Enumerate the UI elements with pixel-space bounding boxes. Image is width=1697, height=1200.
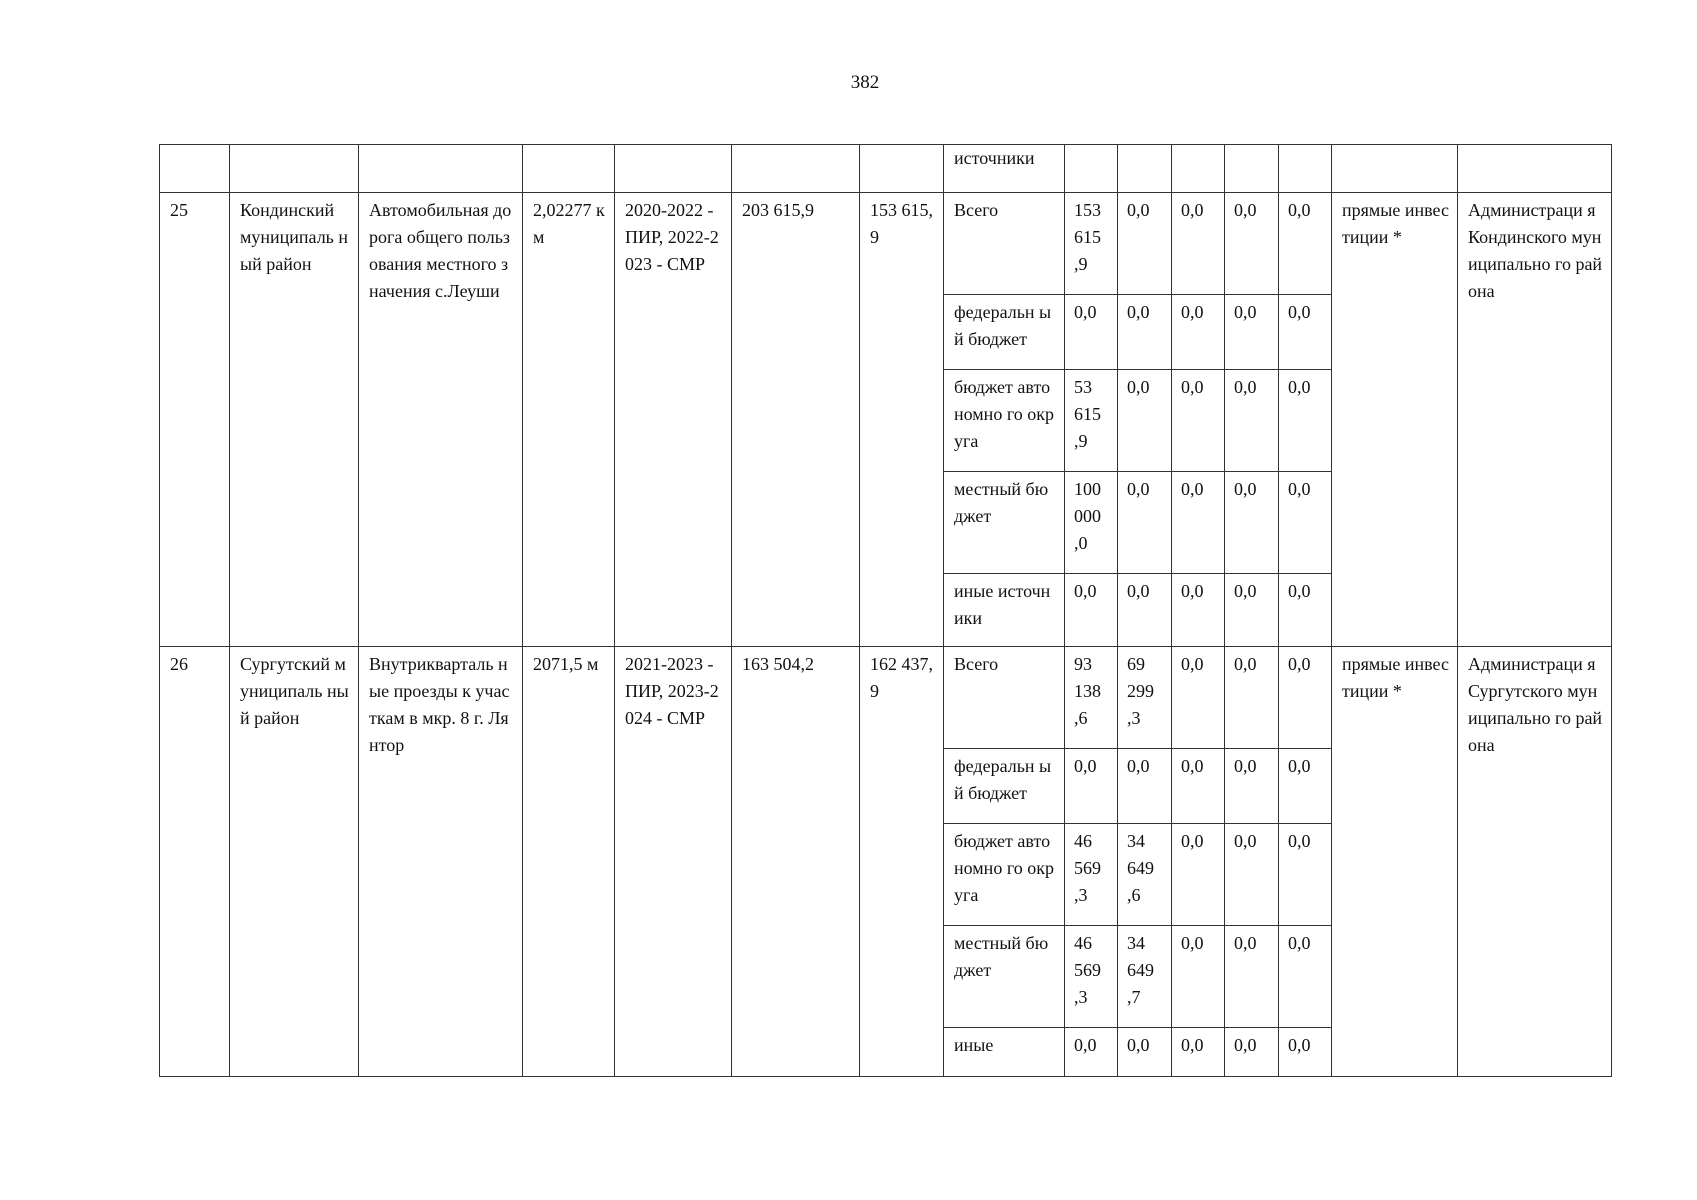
cell-empty bbox=[230, 145, 359, 193]
cell-value: 0,0 bbox=[1118, 749, 1172, 824]
cell-empty bbox=[1118, 145, 1172, 193]
cell-value: 0,0 bbox=[1225, 926, 1279, 1028]
cell-object: Внутрикварталь ные проезды к участкам в мкр. 8 г. Лянтор bbox=[359, 647, 523, 1077]
cell-empty bbox=[359, 145, 523, 193]
cell-value: 0,0 bbox=[1279, 749, 1332, 824]
cell-value: 0,0 bbox=[1172, 193, 1225, 295]
cell-value: 0,0 bbox=[1172, 647, 1225, 749]
cell-empty bbox=[1279, 145, 1332, 193]
cell-value: 0,0 bbox=[1225, 1028, 1279, 1077]
cell-empty bbox=[1225, 145, 1279, 193]
cell-source: Всего bbox=[944, 647, 1065, 749]
cell-source: местный бюджет bbox=[944, 472, 1065, 574]
cell-value: 0,0 bbox=[1172, 370, 1225, 472]
cell-value: 0,0 bbox=[1065, 749, 1118, 824]
cell-value: 0,0 bbox=[1065, 574, 1118, 647]
cell-value: 0,0 bbox=[1279, 926, 1332, 1028]
cell-municipality: Кондинский муниципаль ный район bbox=[230, 193, 359, 647]
cell-empty bbox=[860, 145, 944, 193]
cell-value: 0,0 bbox=[1172, 295, 1225, 370]
cell-value: 0,0 bbox=[1172, 1028, 1225, 1077]
cell-source: Всего bbox=[944, 193, 1065, 295]
cell-number: 26 bbox=[160, 647, 230, 1077]
cell-empty bbox=[615, 145, 732, 193]
investment-table bbox=[159, 144, 1612, 1077]
cell-value: 0,0 bbox=[1225, 472, 1279, 574]
cell-empty bbox=[1172, 145, 1225, 193]
cell-value: 0,0 bbox=[1172, 749, 1225, 824]
table-row bbox=[160, 145, 1612, 193]
cell-source: иные bbox=[944, 1028, 1065, 1077]
table-row bbox=[160, 647, 1612, 749]
cell-value: 0,0 bbox=[1225, 647, 1279, 749]
cell-remaining-cost: 153 615,9 bbox=[860, 193, 944, 647]
cell-value: 0,0 bbox=[1279, 472, 1332, 574]
cell-investment-type: прямые инвестиции * bbox=[1332, 193, 1458, 647]
cell-value: 0,0 bbox=[1172, 824, 1225, 926]
table-row bbox=[160, 193, 1612, 295]
cell-source: иные источники bbox=[944, 574, 1065, 647]
cell-capacity: 2,02277 км bbox=[523, 193, 615, 647]
cell-value: 0,0 bbox=[1225, 193, 1279, 295]
cell-value: 0,0 bbox=[1279, 1028, 1332, 1077]
cell-value: 100 000 ,0 bbox=[1065, 472, 1118, 574]
cell-investment-type: прямые инвестиции * bbox=[1332, 647, 1458, 1077]
cell-value: 0,0 bbox=[1118, 370, 1172, 472]
cell-period: 2020-2022 - ПИР, 2022-2023 - СМР bbox=[615, 193, 732, 647]
cell-value: 34 649 ,7 bbox=[1118, 926, 1172, 1028]
cell-value: 0,0 bbox=[1279, 647, 1332, 749]
cell-empty bbox=[523, 145, 615, 193]
cell-empty bbox=[1458, 145, 1612, 193]
cell-customer: Администраци я Сургутского муниципально го района bbox=[1458, 647, 1612, 1077]
cell-capacity: 2071,5 м bbox=[523, 647, 615, 1077]
cell-value: 0,0 bbox=[1279, 574, 1332, 647]
cell-value: 0,0 bbox=[1118, 193, 1172, 295]
cell-value: 0,0 bbox=[1172, 574, 1225, 647]
cell-empty bbox=[1332, 145, 1458, 193]
cell-value: 0,0 bbox=[1118, 472, 1172, 574]
cell-value: 153 615 ,9 bbox=[1065, 193, 1118, 295]
page-number: 382 bbox=[850, 72, 880, 93]
cell-value: 0,0 bbox=[1225, 824, 1279, 926]
cell-empty bbox=[1065, 145, 1118, 193]
cell-source: бюджет автономно го округа bbox=[944, 824, 1065, 926]
cell-value: 93 138 ,6 bbox=[1065, 647, 1118, 749]
cell-object: Автомобильная дорога общего пользования местного значения с.Леуши bbox=[359, 193, 523, 647]
cell-value: 0,0 bbox=[1225, 749, 1279, 824]
cell-number: 25 bbox=[160, 193, 230, 647]
cell-source: федеральн ый бюджет bbox=[944, 749, 1065, 824]
cell-value: 0,0 bbox=[1279, 193, 1332, 295]
cell-empty bbox=[160, 145, 230, 193]
cell-source: бюджет автономно го округа bbox=[944, 370, 1065, 472]
cell-municipality: Сургутский муниципаль ный район bbox=[230, 647, 359, 1077]
cell-source: местный бюджет bbox=[944, 926, 1065, 1028]
table-body bbox=[160, 145, 1612, 1077]
cell-value: 0,0 bbox=[1225, 295, 1279, 370]
cell-source: источники bbox=[944, 145, 1065, 193]
cell-value: 0,0 bbox=[1118, 1028, 1172, 1077]
cell-value: 0,0 bbox=[1172, 472, 1225, 574]
cell-source: федеральн ый бюджет bbox=[944, 295, 1065, 370]
cell-value: 0,0 bbox=[1279, 370, 1332, 472]
cell-value: 0,0 bbox=[1279, 824, 1332, 926]
cell-remaining-cost: 162 437,9 bbox=[860, 647, 944, 1077]
cell-value: 0,0 bbox=[1279, 295, 1332, 370]
cell-value: 34 649 ,6 bbox=[1118, 824, 1172, 926]
cell-value: 0,0 bbox=[1065, 1028, 1118, 1077]
cell-estimated-cost: 203 615,9 bbox=[732, 193, 860, 647]
cell-value: 53 615 ,9 bbox=[1065, 370, 1118, 472]
cell-value: 69 299 ,3 bbox=[1118, 647, 1172, 749]
cell-value: 0,0 bbox=[1172, 926, 1225, 1028]
cell-period: 2021-2023 - ПИР, 2023-2024 - СМР bbox=[615, 647, 732, 1077]
cell-empty bbox=[732, 145, 860, 193]
cell-value: 0,0 bbox=[1225, 574, 1279, 647]
cell-value: 0,0 bbox=[1065, 295, 1118, 370]
cell-value: 0,0 bbox=[1225, 370, 1279, 472]
cell-value: 0,0 bbox=[1118, 574, 1172, 647]
cell-value: 0,0 bbox=[1118, 295, 1172, 370]
cell-value: 46 569 ,3 bbox=[1065, 926, 1118, 1028]
cell-estimated-cost: 163 504,2 bbox=[732, 647, 860, 1077]
cell-customer: Администраци я Кондинского муниципально го района bbox=[1458, 193, 1612, 647]
cell-value: 46 569 ,3 bbox=[1065, 824, 1118, 926]
